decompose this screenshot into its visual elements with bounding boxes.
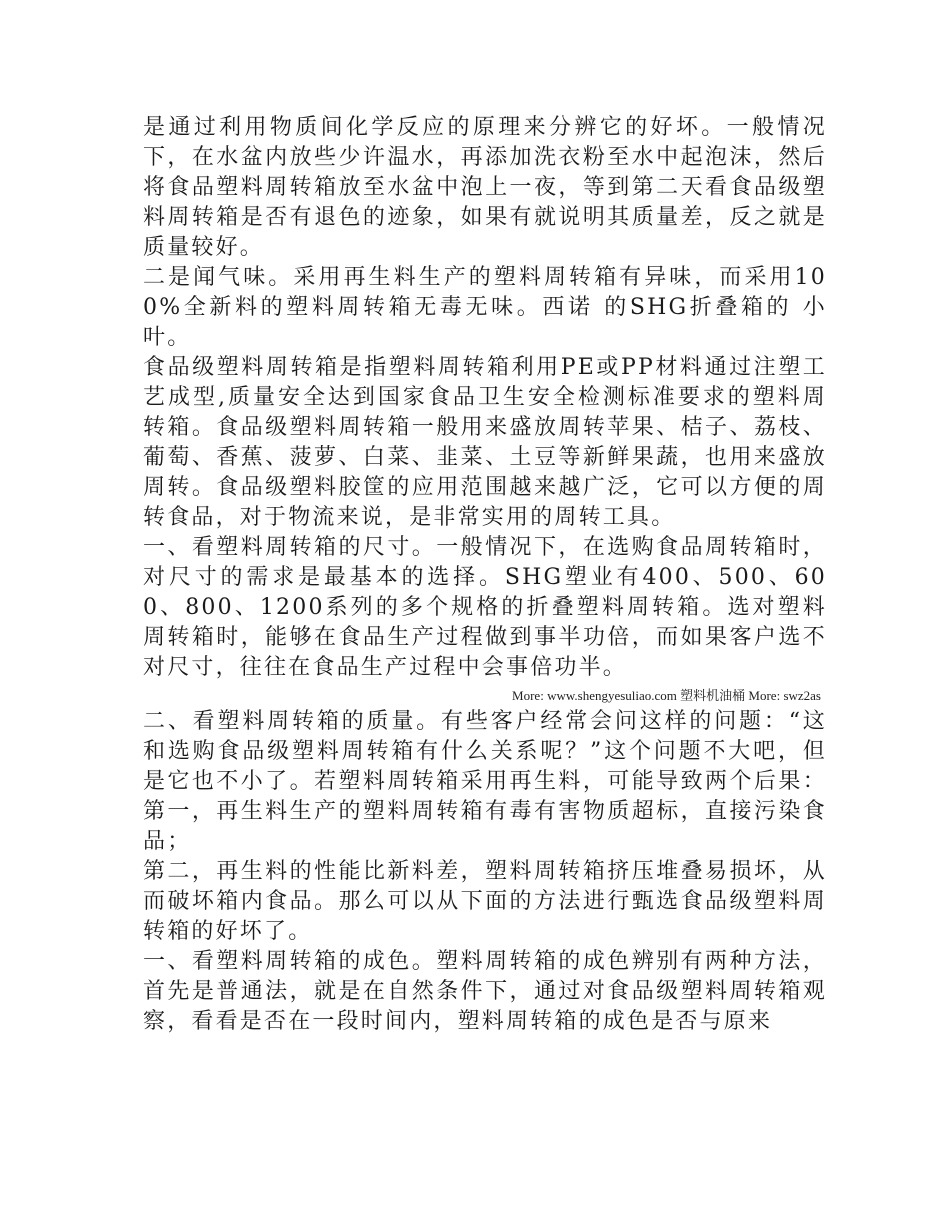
- paragraph-smell-test: 二是闻气味。采用再生料生产的塑料周转箱有异味，而采用100%全新料的塑料周转箱无毒无味。西诺 的SHG折叠箱的 小叶。: [143, 265, 827, 350]
- paragraph-color-check: 一、看塑料周转箱的成色。塑料周转箱的成色辨别有两种方法，首先是普通法，就是在自然条件下，通过对食品级塑料周转箱观察，看看是否在一段时间内，塑料周转箱的成色是否与原来: [143, 949, 827, 1034]
- paragraph-washing-test: 是通过利用物质间化学反应的原理来分辨它的好坏。一般情况下，在水盆内放些少许温水，再添加洗衣粉至水中起泡沫，然后将食品塑料周转箱放至水盆中泡上一夜，等到第二天看食品级塑料周转箱是否有退色的迹象，如果有就说明其质量差，反之就是质量较好。: [143, 115, 827, 260]
- paragraph-recycled-material: 第二，再生料的性能比新料差，塑料周转箱挤压堆叠易损坏，从而破坏箱内食品。那么可以从下面的方法进行甄选食品级塑料周转箱的好坏了。: [143, 859, 827, 944]
- footer-note: More: www.shengyesuliao.com 塑料机油桶 More: swz2as: [512, 688, 821, 703]
- paragraph-quality: 二、看塑料周转箱的质量。有些客户经常会问这样的问题：“这和选购食品级塑料周转箱有什么关系呢？”这个问题不大吧，但是它也不小了。若塑料周转箱采用再生料，可能导致两个后果：第一，再生料生产的塑料周转箱有毒有害物质超标，直接污染食品；: [143, 709, 827, 854]
- paragraph-food-grade-definition: 食品级塑料周转箱是指塑料周转箱利用PE或PP材料通过注塑工艺成型,质量安全达到国家食品卫生安全检测标准要求的塑料周转箱。食品级塑料周转箱一般用来盛放周转苹果、桔子、荔枝、葡萄、香蕉、菠萝、白菜、韭菜、土豆等新鲜果蔬，也用来盛放周转。食品级塑料胶筐的应用范围越来越广泛，它可以方便的周转食品，对于物流来说，是非常实用的周转工具。: [143, 355, 827, 530]
- paragraph-size-selection: 一、看塑料周转箱的尺寸。一般情况下，在选购食品周转箱时，对尺寸的需求是最基本的选择。SHG塑业有400、500、600、800、1200系列的多个规格的折叠塑料周转箱。选对塑料周转箱时，能够在食品生产过程做到事半功倍，而如果客户选不对尺寸，往往在食品生产过程中会事倍功半。: [143, 535, 827, 680]
